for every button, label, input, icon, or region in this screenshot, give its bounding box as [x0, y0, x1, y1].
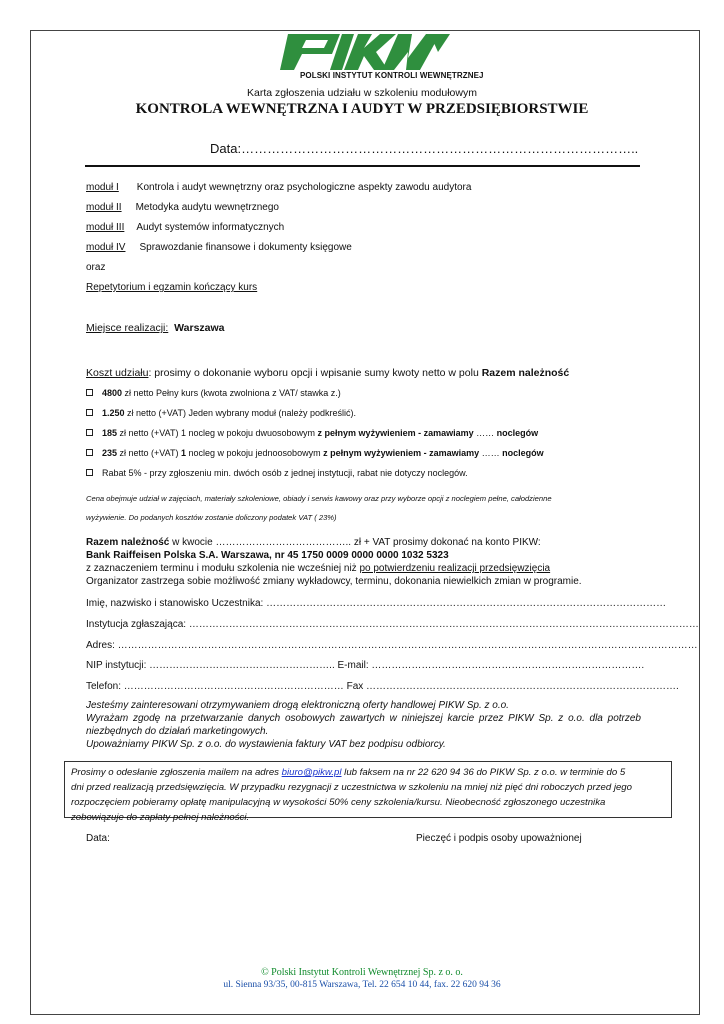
- consent-line: niezbędnych do działań marketingowych.: [86, 726, 269, 737]
- stamp-signature-label: Pieczęć i podpis osoby upoważnionej: [416, 833, 582, 844]
- participant-name-field[interactable]: Imię, nazwisko i stanowisko Uczestnika: …………………………………………………………………………………………………………: [86, 598, 667, 609]
- option-text: zł netto (+VAT) Jeden wybrany moduł (należy podkreślić).: [124, 408, 357, 418]
- location-line: [86, 322, 225, 334]
- submission-notice-box: [64, 761, 672, 823]
- module-item[interactable]: [86, 202, 279, 213]
- module-item[interactable]: [86, 182, 471, 193]
- cost-text: : prosimy o dokonanie wyboru opcji i wpisanie sumy kwoty netto w polu: [148, 367, 482, 379]
- nip-email-field[interactable]: NIP instytucji: ……………………………………………….. E-mail: ……………………………………………………………………….: [86, 660, 645, 671]
- option-blank: ……: [479, 448, 503, 458]
- module-item[interactable]: [86, 222, 284, 233]
- repetytorium-item[interactable]: Repetytorium i egzamin kończący kurs: [86, 282, 258, 293]
- price: 1.250: [102, 408, 125, 418]
- notice-line: zobowiązuje do zapłaty pełnej należności.: [71, 812, 250, 823]
- consent-line: Jesteśmy zainteresowani otrzymywaniem drogą elektroniczną oferty handlowej PIKW Sp. z o.o.: [86, 700, 509, 711]
- option-bold: z pełnym wyżywieniem - zamawiamy: [323, 448, 480, 458]
- checkbox[interactable]: [86, 389, 93, 396]
- checkbox[interactable]: [86, 409, 93, 416]
- option-double-room[interactable]: [86, 428, 538, 438]
- phone-fax-field[interactable]: Telefon: ………………………………………………………… Fax ………………………………………………………………………………….: [86, 681, 679, 692]
- consent-line: Upoważniamy PIKW Sp. z o.o. do wystawienia faktury VAT bez podpisu odbiorcy.: [86, 739, 446, 750]
- option-full-course[interactable]: [86, 388, 341, 398]
- payment-line1: [86, 537, 541, 548]
- form-subtitle: Karta zgłoszenia udziału w szkoleniu modułowym: [247, 87, 477, 99]
- logo-caption: POLSKI INSTYTUT KONTROLI WEWNĘTRZNEJ: [300, 71, 484, 80]
- payment-text: z zaznaczeniem terminu i modułu szkolenia nie wcześniej niż: [86, 563, 360, 574]
- price: 185: [102, 428, 118, 438]
- option-single-module[interactable]: [86, 408, 356, 418]
- institution-field[interactable]: Instytucja zgłaszająca: ………………………………………………………………………………………………………………………………………: [86, 619, 699, 630]
- option-text: zł netto (+VAT) 1 nocleg w pokoju dwuosobowym: [117, 428, 318, 438]
- notice-line: rozpoczęciem pobieramy opłatę manipulacyjną w wysokości 50% ceny szkolenia/kursu. Nieobecność zgłoszonego uczestnika: [71, 797, 606, 808]
- footer-address: ul. Sienna 93/35, 00-815 Warszawa, Tel. 22 654 10 44, fax. 22 620 94 36: [223, 980, 501, 990]
- payment-text: w kwocie ………………………………….. zł + VAT prosimy dokonać na konto PIKW:: [169, 537, 541, 548]
- header-divider: [85, 165, 640, 167]
- oraz-text: oraz: [86, 262, 106, 273]
- option-bold: 1: [180, 448, 186, 458]
- cost-line: [86, 367, 569, 379]
- module-label: moduł II: [86, 202, 122, 213]
- checkbox[interactable]: [86, 449, 93, 456]
- module-label: moduł III: [86, 222, 125, 233]
- checkbox[interactable]: [86, 469, 93, 476]
- option-text: zł netto (+VAT): [117, 448, 181, 458]
- option-text: Rabat 5% - przy zgłoszeniu min. dwóch osób z jednej instytucji, rabat nie dotyczy noclegów.: [102, 468, 468, 478]
- option-bold: noclegów: [496, 428, 539, 438]
- option-discount[interactable]: [86, 468, 468, 478]
- module-text: Audyt systemów informatycznych: [136, 222, 285, 233]
- option-text: nocleg w pokoju jednoosobowym: [185, 448, 324, 458]
- organizer-note: Organizator zastrzega sobie możliwość zmiany wykładowcy, terminu, dokonania niewielkich zmian w programie.: [86, 576, 582, 587]
- module-text: Kontrola i audyt wewnętrzny oraz psychologiczne aspekty zawodu audytora: [136, 182, 472, 193]
- module-text: Metodyka audytu wewnętrznego: [135, 202, 279, 213]
- consent-line: Wyrażam zgodę na przetwarzanie danych osobowych zawartych w niniejszej karcie przez PIKW Sp. z o.o. dla potrzeb: [86, 713, 641, 724]
- module-label: moduł IV: [86, 242, 126, 253]
- cost-bold: Razem należność: [481, 367, 570, 379]
- price-note-line1: Cena obejmuje udział w zajęciach, materiały szkoleniowe, obiady i serwis kawowy oraz przy wyborze opcji z noclegiem pełne, całodzienne: [86, 494, 552, 503]
- module-label: moduł I: [86, 182, 119, 193]
- module-text: Sprawozdanie finansowe i dokumenty księgowe: [139, 242, 352, 253]
- price: 235: [102, 448, 118, 458]
- option-blank: ……: [473, 428, 497, 438]
- notice-text: lub faksem na nr 22 620 94 36 do PIKW Sp. z o.o. w terminie do 5: [341, 767, 626, 778]
- location-value: Warszawa: [174, 322, 225, 334]
- date-field[interactable]: Data:………………………………………………………………………………..: [210, 141, 639, 156]
- price: 4800: [102, 388, 123, 398]
- checkbox[interactable]: [86, 429, 93, 436]
- payment-line3: [86, 563, 550, 574]
- option-bold: z pełnym wyżywieniem - zamawiamy: [317, 428, 474, 438]
- location-label: Miejsce realizacji:: [86, 322, 169, 334]
- footer-copyright: © Polski Instytut Kontroli Wewnętrznej Sp. z o. o.: [261, 967, 463, 978]
- option-single-room[interactable]: [86, 448, 544, 458]
- price-note-line2: wyżywienie. Do podanych kosztów zostanie doliczony podatek VAT ( 23%): [86, 513, 337, 522]
- form-title: KONTROLA WEWNĘTRZNA I AUDYT W PRZEDSIĘBIORSTWIE: [135, 101, 589, 117]
- notice-line: dni przed realizacją przedsięwzięcia. W przypadku rezygnacji z uczestnictwa w szkoleniu na mniej niż pięć dni roboczych przed jego: [71, 782, 632, 793]
- bank-account: Bank Raiffeisen Polska S.A. Warszawa, nr 45 1750 0009 0000 0000 1032 5323: [86, 550, 449, 561]
- module-item[interactable]: [86, 242, 352, 253]
- notice-text: Prosimy o odesłanie zgłoszenia mailem na adres: [71, 767, 282, 778]
- option-text: zł netto Pełny kurs (kwota zwolniona z VAT/ stawka z.): [122, 388, 341, 398]
- email-link[interactable]: biuro@pikw.pl: [281, 767, 342, 778]
- cost-label: Koszt udziału: [86, 367, 149, 379]
- address-field[interactable]: Adres: …………………………………………………………………………………………………………………………………………………………: [86, 640, 698, 651]
- form-page-border: [30, 30, 700, 1015]
- notice-line: [71, 765, 665, 780]
- payment-underlined: po potwierdzeniu realizacji przedsięwzięcia: [359, 563, 551, 574]
- payment-bold: Razem należność: [86, 537, 170, 548]
- option-bold: noclegów: [502, 448, 544, 458]
- signature-date-label: Data:: [86, 833, 110, 844]
